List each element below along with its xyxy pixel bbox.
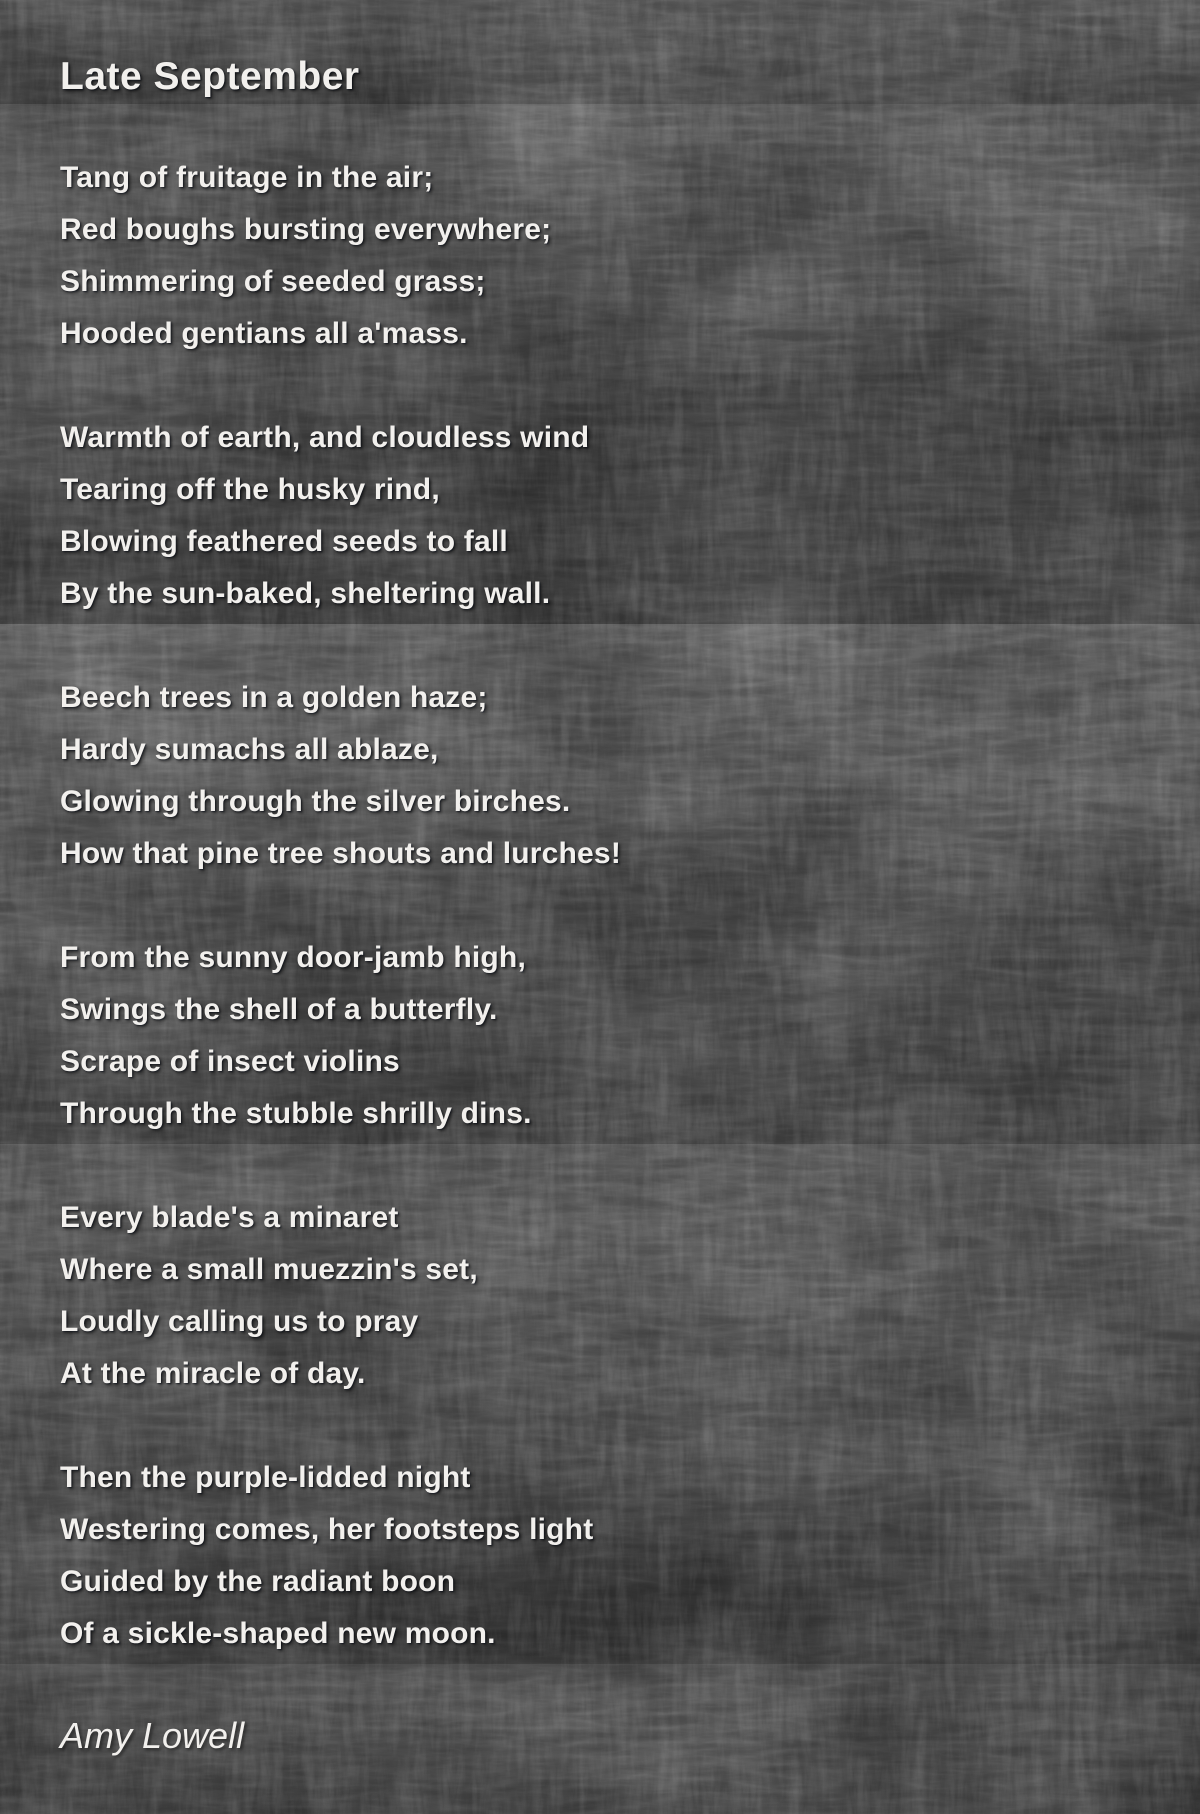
poem-author: Amy Lowell — [60, 1715, 245, 1756]
poem-line: By the sun-baked, sheltering wall. — [60, 577, 551, 610]
poem-line: Blowing feathered seeds to fall — [60, 525, 508, 558]
poem-line: Tang of fruitage in the air; — [60, 161, 434, 194]
poem-line: Tearing off the husky rind, — [60, 473, 440, 506]
poem-line: Of a sickle-shaped new moon. — [60, 1617, 496, 1650]
stanza-2 — [60, 412, 1140, 620]
poem-line: Red boughs bursting everywhere; — [60, 213, 552, 246]
stanza-3 — [60, 672, 1140, 880]
stanza-1 — [60, 152, 1140, 360]
poem-line: Warmth of earth, and cloudless wind — [60, 421, 590, 454]
poem-line: Every blade's a minaret — [60, 1201, 399, 1234]
poem-line: Beech trees in a golden haze; — [60, 681, 488, 714]
poem-line: Through the stubble shrilly dins. — [60, 1097, 532, 1130]
poem-line: Where a small muezzin's set, — [60, 1253, 478, 1286]
poem-line: Then the purple-lidded night — [60, 1461, 471, 1494]
poem-line: Scrape of insect violins — [60, 1045, 400, 1078]
poem-line: At the miracle of day. — [60, 1357, 366, 1390]
stanza-6 — [60, 1452, 1140, 1660]
poem-content — [60, 0, 1140, 1762]
poem-line: Hardy sumachs all ablaze, — [60, 733, 439, 766]
stanza-4 — [60, 932, 1140, 1140]
poem-line: How that pine tree shouts and lurches! — [60, 837, 622, 870]
poem-line: Loudly calling us to pray — [60, 1305, 419, 1338]
poem-line: Guided by the radiant boon — [60, 1565, 456, 1598]
poem-title: Late September — [60, 55, 360, 98]
stanza-5 — [60, 1192, 1140, 1400]
poem-line: Shimmering of seeded grass; — [60, 265, 486, 298]
poem-line: Swings the shell of a butterfly. — [60, 993, 498, 1026]
poem-line: From the sunny door-jamb high, — [60, 941, 526, 974]
poem-line: Westering comes, her footsteps light — [60, 1513, 594, 1546]
poem-line: Hooded gentians all a'mass. — [60, 317, 468, 350]
poem-line: Glowing through the silver birches. — [60, 785, 571, 818]
